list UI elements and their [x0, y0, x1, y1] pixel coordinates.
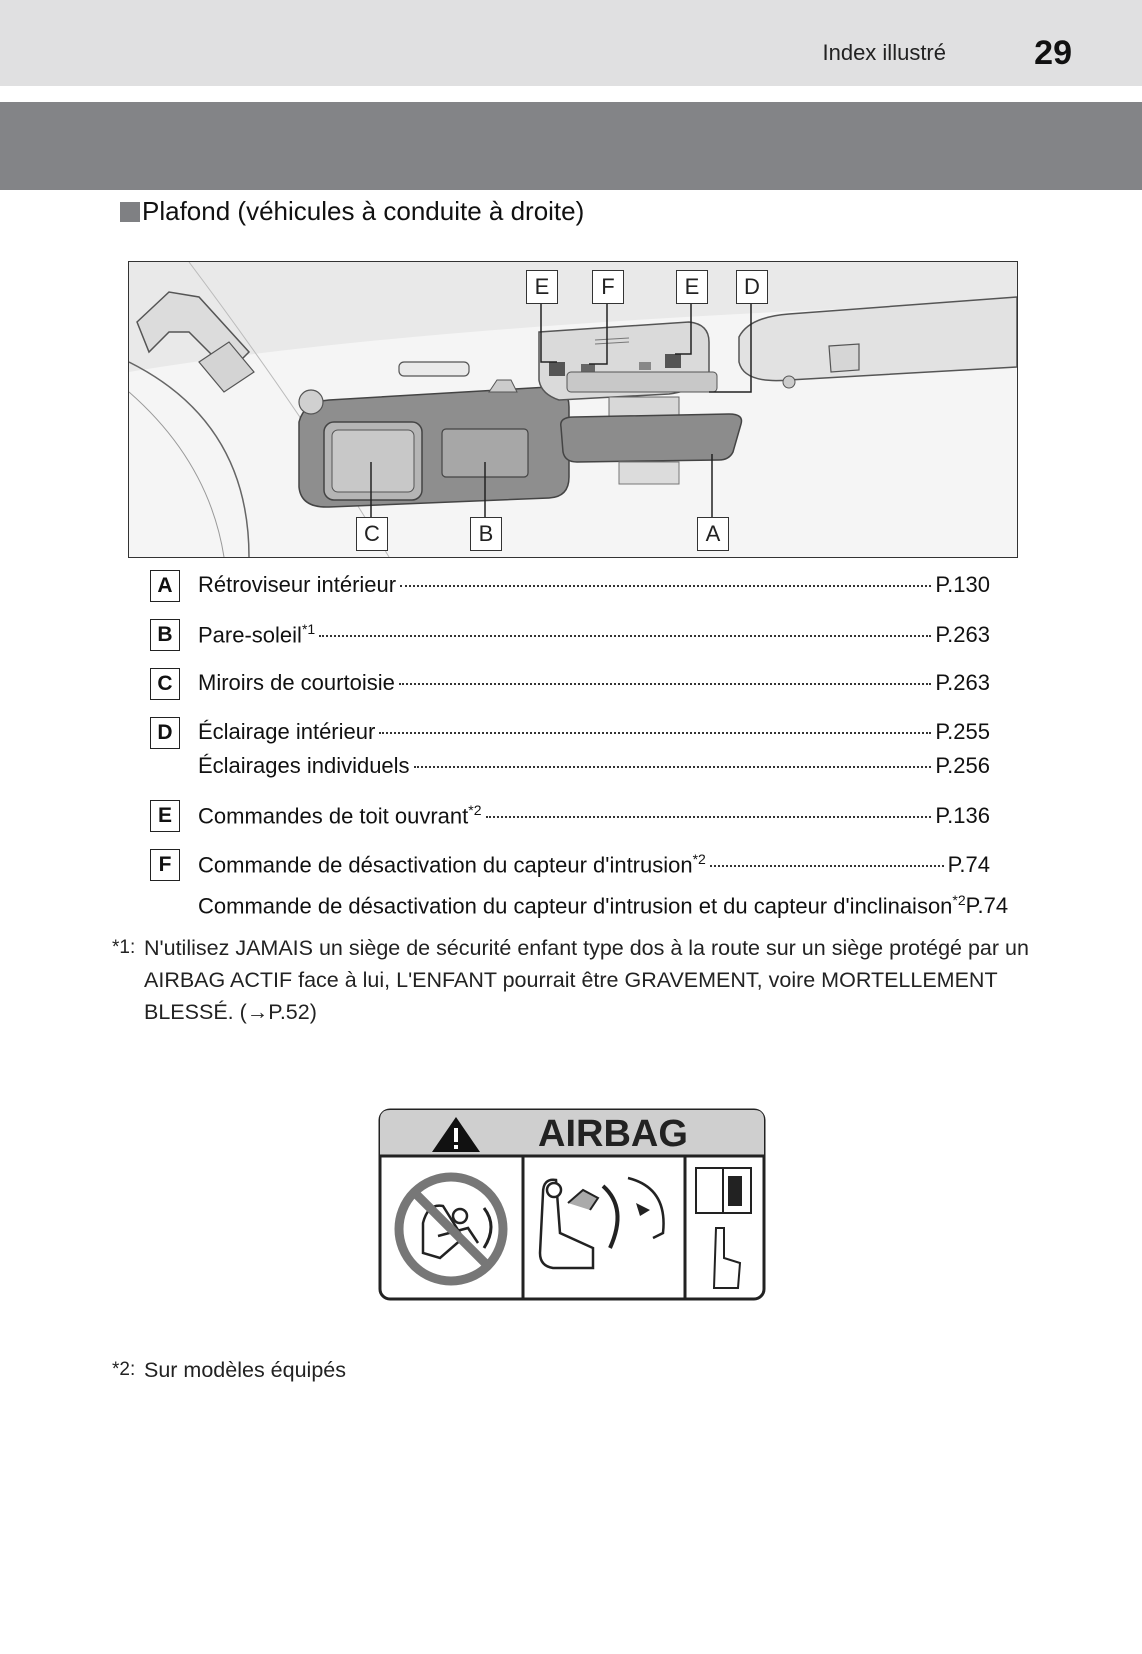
footnote-text: Sur modèles équipés — [144, 1358, 346, 1382]
page-reference-link[interactable]: P.74 — [947, 852, 990, 878]
legend-entry-c — [150, 666, 990, 715]
legend-entry-a — [150, 568, 990, 617]
legend-entry-b — [150, 617, 990, 666]
legend-key: E — [150, 800, 180, 832]
airbag-title: AIRBAG — [538, 1113, 688, 1155]
legend-entry-f — [150, 847, 990, 888]
page-reference-link[interactable]: P.130 — [935, 572, 990, 597]
footnote-mark: *1: — [112, 937, 136, 958]
footnote-text: N'utilisez JAMAIS un siège de sécurité enfant type dos à la route sur un siège protégé par un AIRBAG ACTIF face à lui, L'ENFANT pourrait être GRAVEMENT, voire MORTELLEMENT BLESSÉ. (→P.52) — [144, 936, 1029, 1024]
legend-entry-d — [150, 715, 990, 749]
callout-d: D — [736, 270, 768, 304]
legend-label: Miroirs de courtoisie — [198, 670, 395, 695]
page-reference-link[interactable]: P.263 — [935, 622, 990, 648]
callout-b: B — [470, 517, 502, 551]
legend-key: B — [150, 619, 180, 651]
ceiling-illustration — [128, 261, 1018, 558]
callout-a: A — [697, 517, 729, 551]
running-title: Index illustré — [822, 40, 946, 65]
footnote-mark: *2: — [112, 1359, 136, 1380]
callout-f: F — [592, 270, 624, 304]
legend-key: D — [150, 717, 180, 749]
legend-label: Commande de désactivation du capteur d'intrusion — [198, 852, 693, 878]
legend-entry-f-sub — [150, 888, 1009, 922]
legend-label: Pare-soleil — [198, 622, 302, 648]
legend-label: Commande de désactivation du capteur d'intrusion et du capteur d'inclinaison — [198, 893, 953, 919]
section-title-text: Plafond (véhicules à conduite à droite) — [142, 196, 585, 226]
legend-entry-d-sub — [150, 749, 990, 798]
legend-label: Commandes de toit ouvrant — [198, 803, 469, 829]
header-band — [0, 0, 1142, 86]
page-reference-link[interactable]: P.256 — [935, 753, 990, 778]
legend-label: Éclairages individuels — [198, 753, 410, 778]
callout-e-left: E — [526, 270, 558, 304]
ceiling-drawing — [129, 262, 1017, 557]
footnote-marker: *1 — [301, 621, 316, 637]
legend-list — [150, 568, 1009, 922]
legend-label: Rétroviseur intérieur — [198, 572, 397, 597]
legend-label: Éclairage intérieur — [198, 719, 376, 744]
page-reference-link[interactable]: P.255 — [935, 719, 990, 744]
page-number: 29 — [1034, 34, 1072, 72]
footnote-marker: *2 — [692, 851, 706, 867]
legend-entry-e — [150, 798, 990, 847]
page-reference-link[interactable]: P.136 — [935, 803, 990, 829]
page-reference-link[interactable]: P.263 — [935, 670, 990, 695]
header-dark-band — [0, 102, 1142, 190]
footnote-marker: *2 — [468, 802, 482, 818]
section-title — [120, 196, 584, 227]
callout-c: C — [356, 517, 388, 551]
legend-key: F — [150, 849, 180, 881]
callout-e-right: E — [676, 270, 708, 304]
footnote-marker: *2 — [952, 892, 966, 908]
airbag-warning-label — [378, 1108, 766, 1301]
section-bullet-icon — [120, 202, 140, 222]
legend-key: A — [150, 570, 180, 602]
legend-key: C — [150, 668, 180, 700]
page-reference-link[interactable]: P.74 — [965, 893, 1009, 919]
